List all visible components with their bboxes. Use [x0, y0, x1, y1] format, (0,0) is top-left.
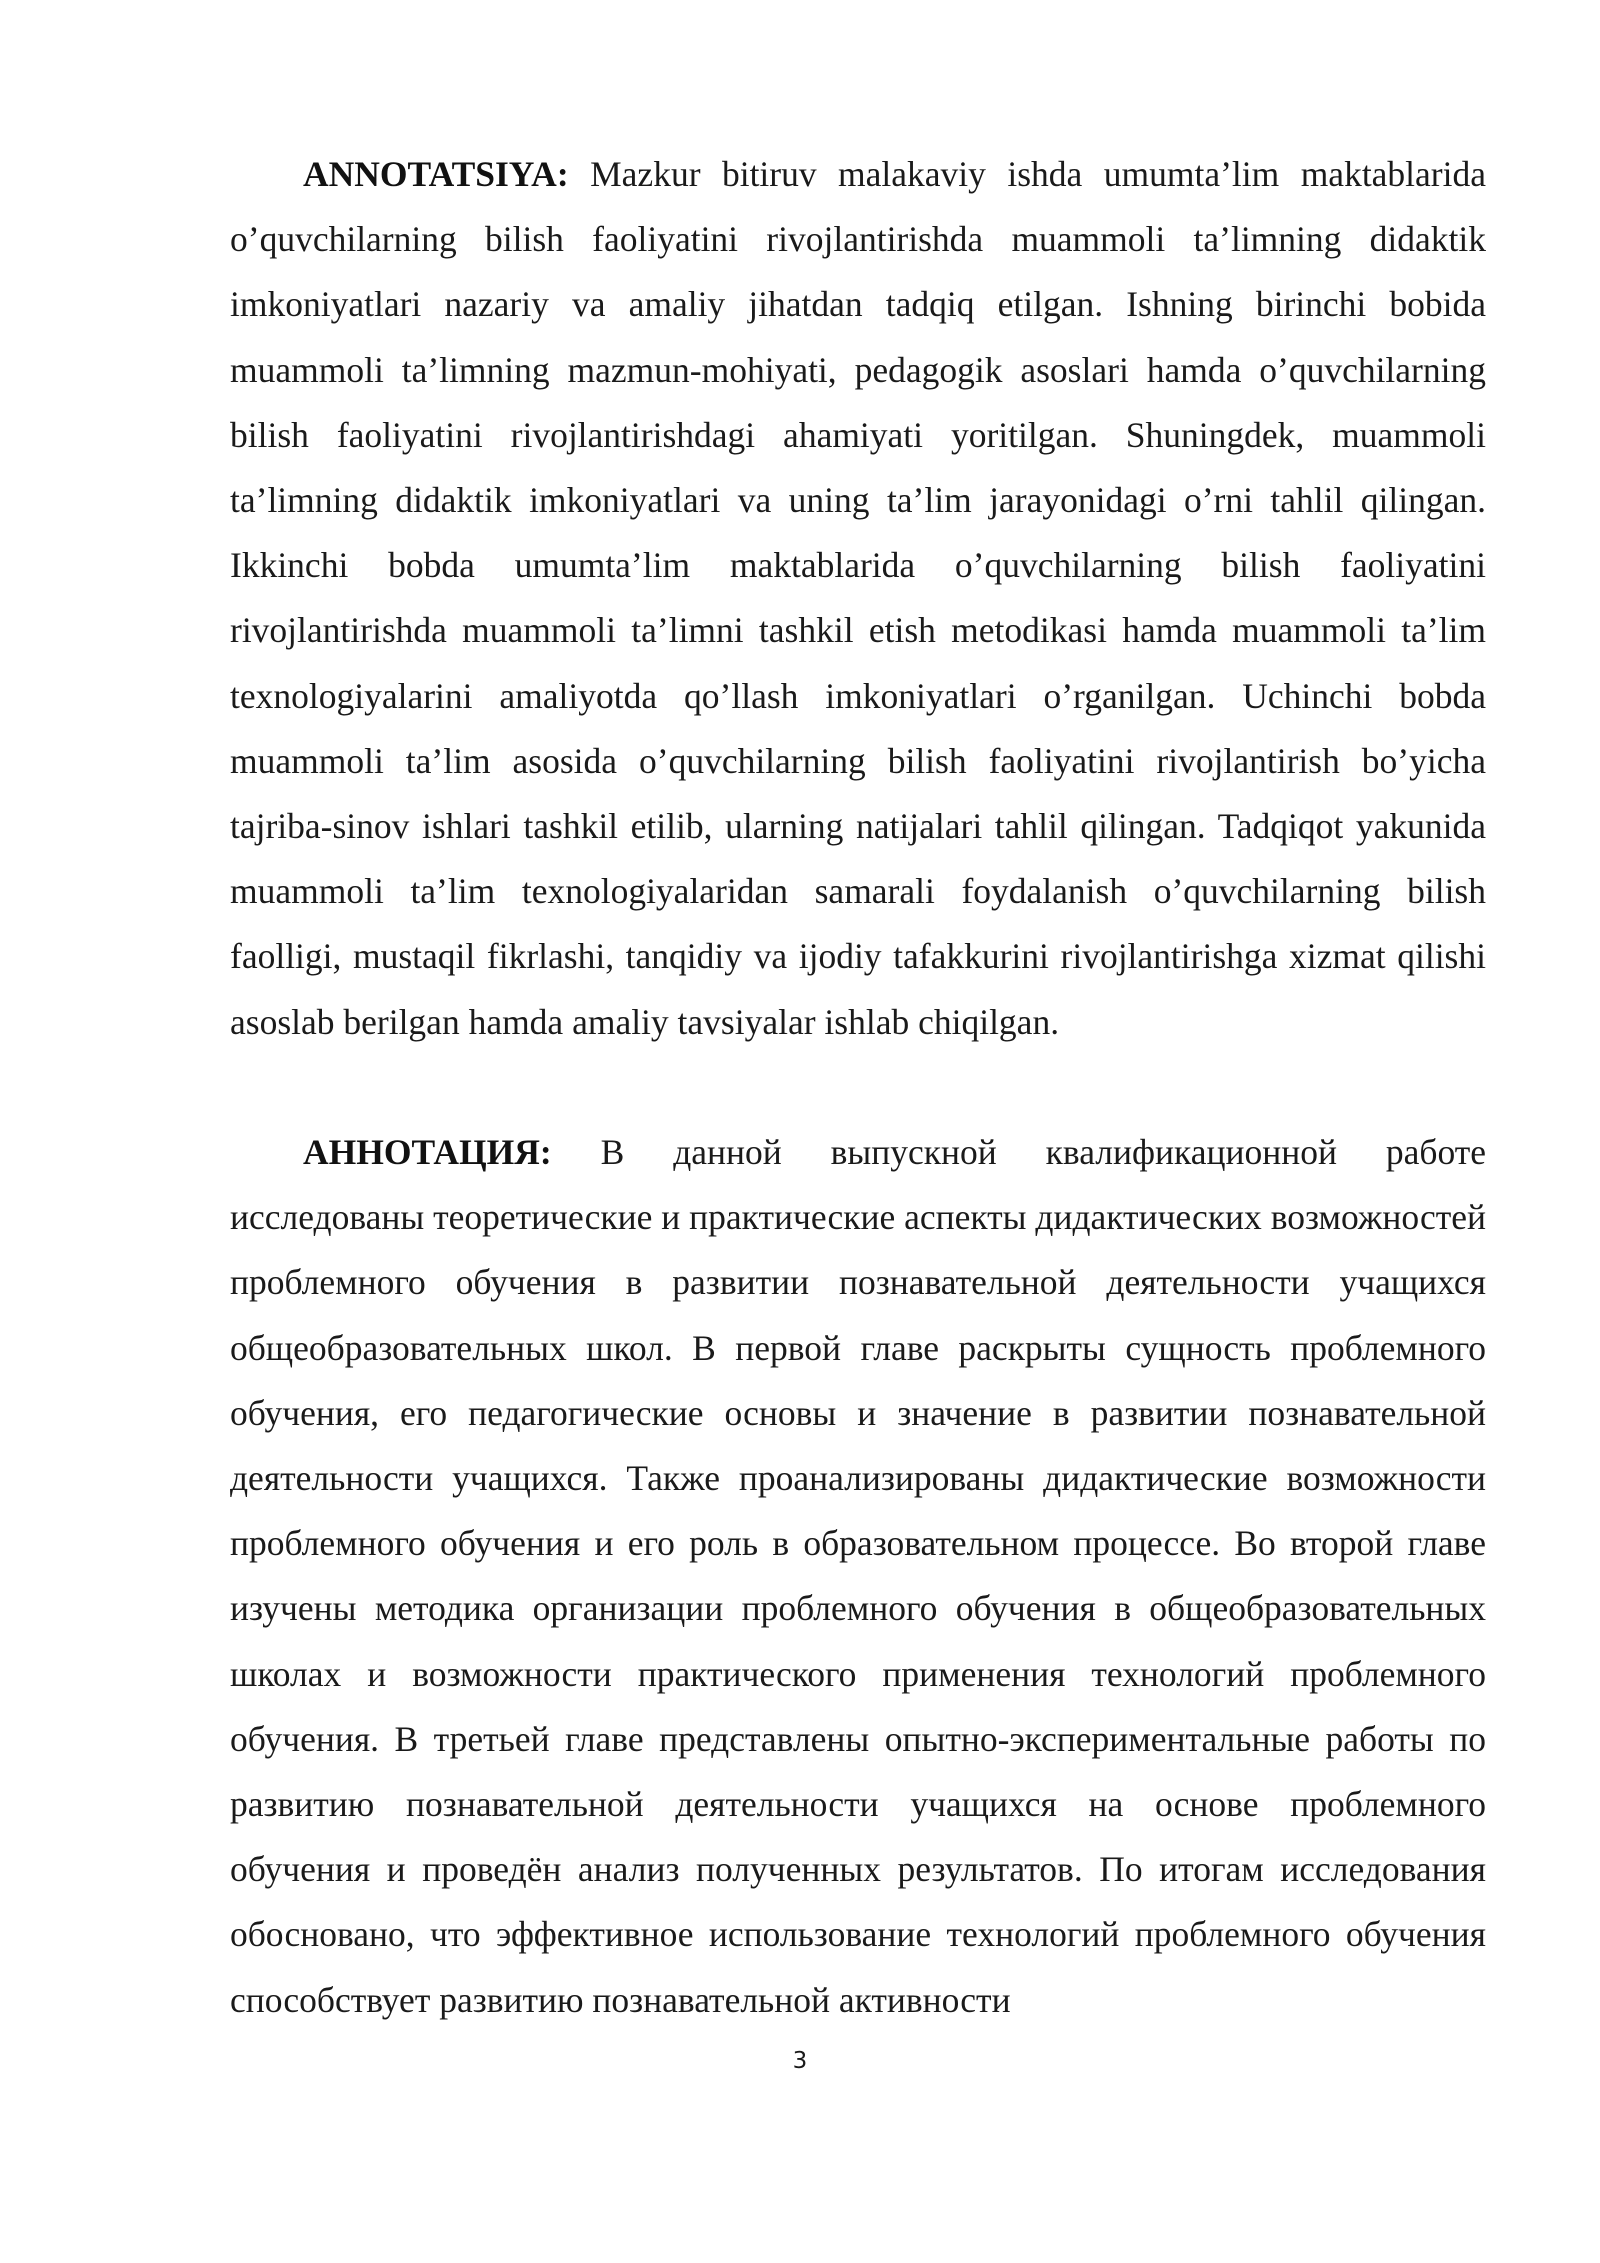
uz-annotation-paragraph [230, 142, 1486, 1055]
ru-annotation-block [230, 1120, 1486, 2033]
uz-annotation-block [230, 142, 1486, 1055]
uz-annotation-body: Mazkur bitiruv malakaviy ishda umumta’lim maktablarida o’quvchilarning bilish faoliyatini rivojlantirishda muammoli ta’limning didaktik imkoniyatlari nazariy va amaliy jihatdan tadqiq etilgan. Ishning birinchi bobida muammoli ta’limning mazmun-mohiyati, pedagogik asoslari hamda o’quvchilarning bilish faoliyatini rivojlantirishdagi ahamiyati yoritilgan. Shuningdek, muammoli ta’limning didaktik imkoniyatlari va uning ta’lim jarayonidagi o’rni tahlil qilingan. Ikkinchi bobda umumta’lim maktablarida o’quvchilarning bilish faoliyatini rivojlantirishda muammoli ta’limni tashkil etish metodikasi hamda muammoli ta’lim texnologiyalarini amaliyotda qo’llash imkoniyatlari o’rganilgan. Uchinchi bobda muammoli ta’lim asosida o’quvchilarning bilish faoliyatini rivojlantirish bo’yicha tajriba-sinov ishlari tashkil etilib, ularning natijalari tahlil qilingan. Tadqiqot yakunida muammoli ta’lim texnologiyalaridan samarali foydalanish o’quvchilarning bilish faolligi, mustaqil fikrlashi, tanqidiy va ijodiy tafakkurini rivojlantirishga xizmat qilishi asoslab berilgan hamda amaliy tavsiyalar ishlab chiqilgan. [230, 154, 1486, 1042]
ru-annotation-body: В данной выпускной квалификационной работе исследованы теоретические и практические аспекты дидактических возможностей проблемного обучения в развитии познавательной деятельности учащихся общеобразовательных школ. В первой главе раскрыты сущность проблемного обучения, его педагогические основы и значение в развитии познавательной деятельности учащихся. Также проанализированы дидактические возможности проблемного обучения и его роль в образовательном процессе. Во второй главе изучены методика организации проблемного обучения в общеобразовательных школах и возможности практического применения технологий проблемного обучения. В третьей главе представлены опытно-экспериментальные работы по развитию познавательной деятельности учащихся на основе проблемного обучения и проведён анализ полученных результатов. По итогам исследования обосновано, что эффективное использование технологий проблемного обучения способствует развитию познавательной активности [230, 1132, 1486, 2020]
ru-annotation-heading: АННОТАЦИЯ: [303, 1132, 552, 1172]
page-number: 3 [792, 2048, 808, 2074]
ru-annotation-paragraph [230, 1120, 1486, 2033]
uz-annotation-heading: ANNOTATSIYA: [303, 154, 569, 194]
